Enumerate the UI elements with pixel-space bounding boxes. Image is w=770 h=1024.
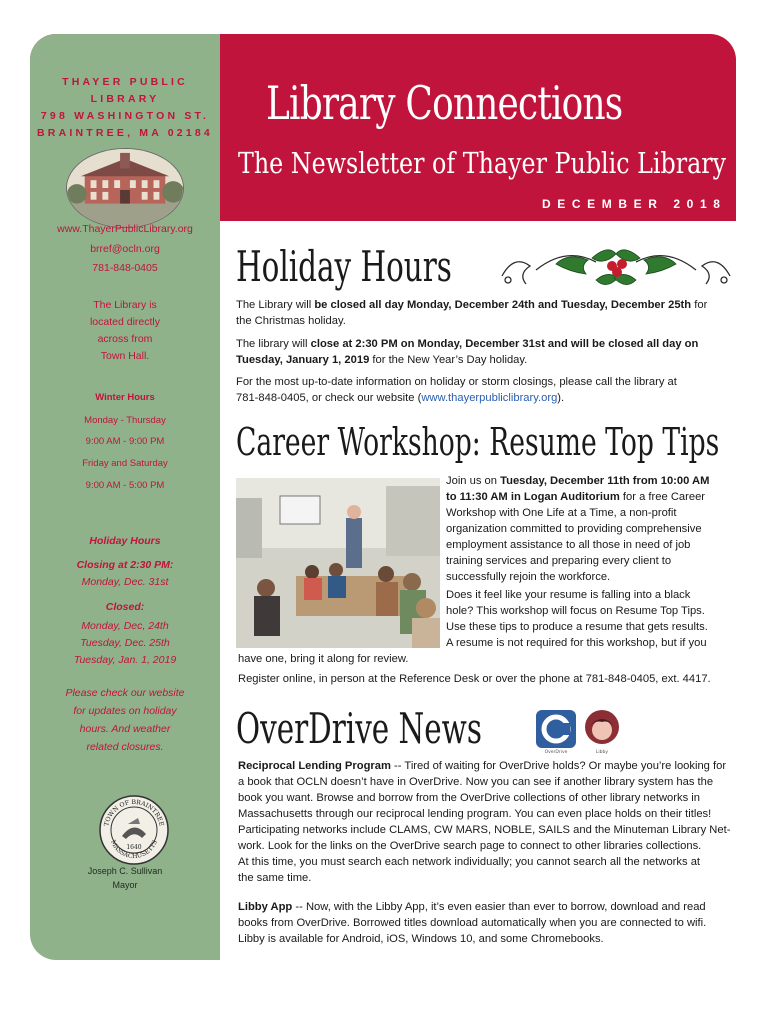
holiday-hours-title: Holiday Hours <box>89 535 161 547</box>
svg-text:OverDrive: OverDrive <box>544 750 568 754</box>
closed-date: Tuesday, Jan. 1, 2019 <box>73 654 177 666</box>
newsletter-title: Library Connections <box>266 76 623 130</box>
holly-decoration-icon <box>496 240 736 300</box>
weekend-hours: 9:00 AM - 5:00 PM <box>85 480 165 491</box>
check-website-note <box>30 684 220 756</box>
mayor-title: Mayor <box>112 880 138 890</box>
library-building-image <box>66 148 184 228</box>
svg-text:TOWN OF BRAINTREE: TOWN OF BRAINTREE <box>103 798 165 827</box>
town-seal-icon <box>98 794 170 866</box>
closed-label: Closed: <box>105 601 145 613</box>
libby-app-paragraph: Libby App -- Now, with the Libby App, it’s even easier than ever to borrow, download and read books from OverDrive. Borrowed titles download automatically when you are connected to wifi. Libby is available for Android, iOS, Windows 10, and some Chromebooks. <box>238 901 707 945</box>
svg-text:Libby: Libby <box>595 750 609 754</box>
workshop-photo <box>236 478 440 648</box>
resume-tips-paragraph: Does it feel like your resume is falling into a black hole? This workshop will focus on Resume Top Tips. Use these tips to produce a resume that gets results. A resume is not required for this workshop, but if you <box>446 589 708 649</box>
svg-text:1640: 1640 <box>126 844 142 851</box>
closed-date: Tuesday, Dec. 25th <box>80 637 170 649</box>
website-link[interactable]: www.ThayerPublicLibrary.org <box>57 223 193 235</box>
registration-info: Register online, in person at the Reference Desk or over the phone at 781-848-0405, ext. 4417. <box>238 673 711 685</box>
holiday-hours-heading: Holiday Hours <box>236 242 452 291</box>
closed-date: Monday, Dec, 24th <box>81 620 169 632</box>
storm-closings-paragraph: For the most up-to-date information on holiday or storm closings, please call the library at 781-848-0405, or check our website (www.thayerpubliclibrary.org). <box>236 376 677 404</box>
weekday-hours: 9:00 AM - 9:00 PM <box>85 436 165 447</box>
career-workshop-heading: Career Workshop: Resume Top Tips <box>236 420 720 464</box>
closed-dates <box>30 618 220 669</box>
svg-text:MASSACHUSETTS: MASSACHUSETTS <box>109 839 159 861</box>
email-link[interactable]: brref@ocln.org <box>90 243 160 255</box>
address-line: BRAINTREE, MA 02184 <box>37 127 213 139</box>
holiday-closing-paragraph: The Library will be closed all day Monday, December 24th and Tuesday, December 25th for the Christmas holiday. <box>236 299 708 327</box>
overdrive-logo-icon <box>536 710 576 754</box>
phone-number: 781-848-0405 <box>92 262 158 274</box>
location-line: Town Hall. <box>100 350 150 362</box>
location-line: located directly <box>89 316 161 328</box>
resume-tips-end: have one, bring it along for review. <box>238 653 409 665</box>
closing-early-date: Monday, Dec. 31st <box>81 576 169 588</box>
overdrive-libby-logos <box>532 708 622 754</box>
newsletter-page <box>30 34 736 994</box>
note-line: related closures. <box>86 741 164 753</box>
note-line: Please check our website <box>65 687 185 699</box>
issue-date: DECEMBER 2018 <box>542 197 727 211</box>
winter-hours-title: Winter Hours <box>95 392 155 403</box>
library-address <box>30 74 220 142</box>
note-line: hours. And weather <box>79 723 171 735</box>
address-line: 798 WASHINGTON ST. <box>40 110 210 122</box>
workshop-details-paragraph: Join us on Tuesday, December 11th from 10:00 AM to 11:30 AM in Logan Auditorium for a free Career Workshop with One Life at a Time, a non-profit organization committed to providing comprehensive employment assistance to all those in need of job training services and preparing every client to successfully rejoin the workforce. <box>446 475 710 583</box>
location-line: The Library is <box>93 299 157 311</box>
new-year-paragraph: The library will close at 2:30 PM on Monday, December 31st and will be closed all day on Tuesday, January 1, 2019 for the New Year’s Day holiday. <box>236 338 699 366</box>
libby-logo-icon <box>585 710 619 754</box>
closing-early-label: Closing at 2:30 PM: <box>76 559 174 571</box>
note-line: for updates on holiday <box>73 705 177 717</box>
library-website-link[interactable]: www.thayerpubliclibrary.org <box>421 392 558 404</box>
location-line: across from <box>97 333 153 345</box>
mayor-name: Joseph C. Sullivan <box>87 866 163 876</box>
library-location-note <box>30 297 220 365</box>
weekend-label: Friday and Saturday <box>82 458 168 469</box>
newsletter-subtitle: The Newsletter of Thayer Public Library <box>238 146 727 180</box>
overdrive-news-heading: OverDrive News <box>236 704 482 753</box>
address-line: THAYER PUBLIC LIBRARY <box>62 76 188 105</box>
weekday-label: Monday - Thursday <box>84 415 166 426</box>
reciprocal-lending-paragraph: Reciprocal Lending Program -- Tired of waiting for OverDrive holds? Or maybe you’re looking for a book that OCLN doesn’t have in OverDrive. Now you can see if another library system has the book you want. Browse and borrow from the OverDrive collections of other library networks in Massachusetts through our reciprocal lending program. You can even place holds on their titles! Participating networks include CLAMS, CW MARS, NOBLE, SAILS and the Minuteman Library Net- work. Look for the links on the OverDrive search page to connect to other libraries collections. At this time, you must search each network individually; you cannot search all the networks at the same time. <box>238 760 731 884</box>
